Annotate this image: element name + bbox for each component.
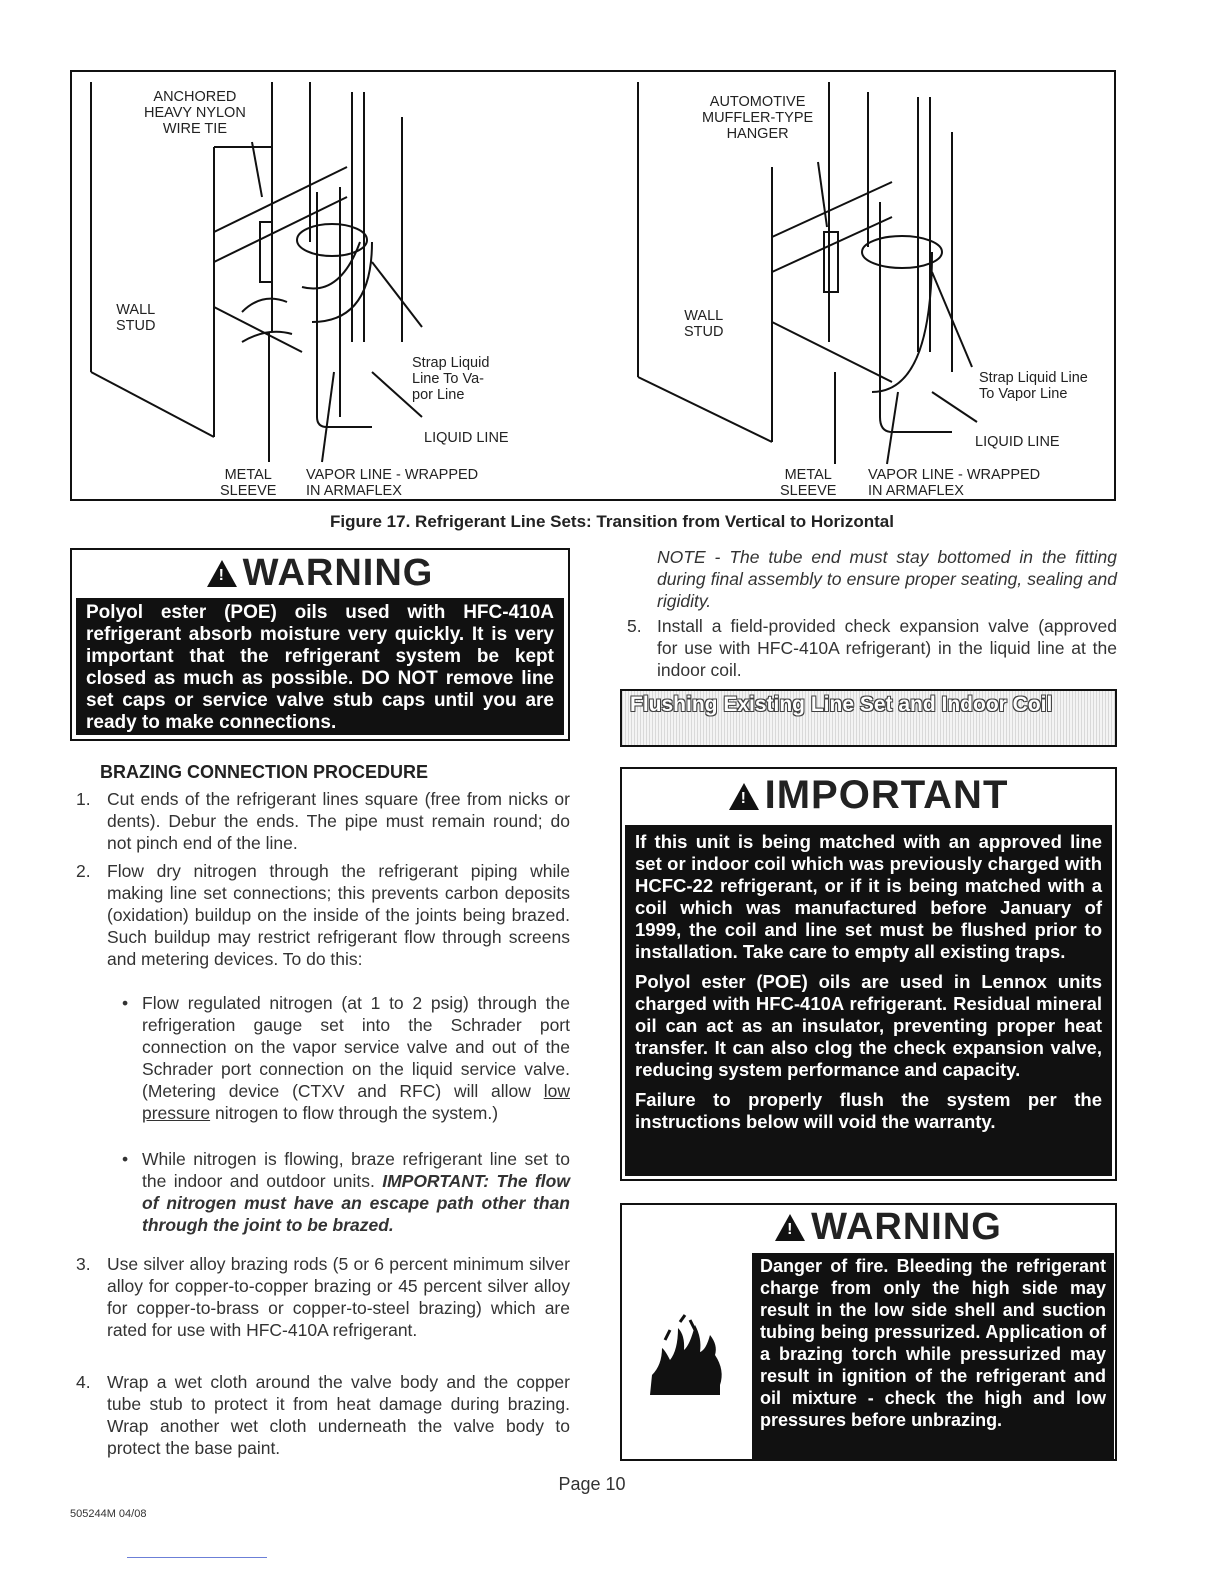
label-muffler-hanger: AUTOMOTIVE MUFFLER-TYPE HANGER: [702, 94, 814, 142]
important-text: [625, 825, 1112, 1176]
warning-triangle-icon: [207, 560, 237, 587]
step-number: 2.: [76, 861, 91, 881]
fire-icon: [640, 1310, 730, 1405]
important-paragraph: Failure to properly flush the system per the instructions below will void the warranty.: [635, 1089, 1102, 1132]
step-number: 4.: [76, 1372, 91, 1392]
label-liquid-line-right: LIQUID LINE: [975, 434, 1060, 450]
step-text: Wrap a wet cloth around the valve body and the copper tube stub to protect it from heat damage during brazing. Wrap another wet cloth underneath the valve body to protect the base paint.: [107, 1372, 570, 1458]
label-liquid-line-left: LIQUID LINE: [424, 430, 509, 446]
step-3: [76, 1253, 570, 1341]
warning-title: !WARNING: [72, 550, 568, 598]
warning-fire-text: Danger of fire. Bleeding the refrigerant charge from only the high side may result in the low side shell and suction tubing being pressurized. Application of a brazing torch while pressurized may result in ignition of the refrigerant and oil mixture - check the high and low pressures before unbrazing.: [752, 1253, 1114, 1459]
note-tube-end: NOTE - The tube end must stay bottomed in the fitting during final assembly to ensure proper seating, sealing and rigidity.: [657, 547, 1117, 611]
important-paragraph: Polyol ester (POE) oils are used in Lennox units charged with HFC-410A refrigerant. Residual mineral oil can act as an insulator, preventing proper heat transfer. It can also clog the check expansion valve, reducing system performance and capacity.: [635, 971, 1102, 1080]
warning-title: !WARNING: [622, 1205, 1115, 1253]
warning-triangle-icon: [775, 1214, 805, 1241]
step-1: [76, 788, 570, 853]
important-box: [620, 767, 1117, 1181]
label-strap-right: Strap Liquid Line To Vapor Line: [979, 370, 1088, 402]
bullet-dot: •: [122, 1149, 129, 1169]
label-anchored-wire-tie: ANCHORED HEAVY NYLON WIRE TIE: [144, 89, 246, 137]
important-title: !IMPORTANT: [622, 769, 1115, 825]
label-vapor-line-left: VAPOR LINE - WRAPPED IN ARMAFLEX: [306, 467, 479, 499]
brazing-heading: BRAZING CONNECTION PROCEDURE: [100, 762, 429, 782]
label-wall-stud-left: WALL STUD: [116, 302, 156, 334]
page-number: Page 10: [558, 1474, 626, 1494]
label-vapor-line-right: VAPOR LINE - WRAPPED IN ARMAFLEX: [868, 467, 1041, 499]
step-text: Flow dry nitrogen through the refrigerant piping while making line set connections; this prevents carbon deposits (oxidation) buildup on the inside of the joints being brazed. Such buildup may restrict refrigerant flow through screens and metering devices. To do this:: [107, 861, 570, 969]
important-paragraph: If this unit is being matched with an approved line set or indoor coil which was previously charged with HCFC-22 refrigerant, or if it is being matched with a coil which was manufactured before January of 1999, the coil and line set must be flushed prior to installation. Take care to empty all existing traps.: [635, 831, 1102, 962]
figure-17: [70, 70, 1116, 501]
bullet-dot: •: [122, 993, 129, 1013]
doc-code: 505244M 04/08: [70, 1508, 147, 1520]
warning-box-fire: [620, 1203, 1117, 1461]
step-text: Cut ends of the refrigerant lines square (free from nicks or dents). Debur the ends. The pipe must remain round; do not pinch end of the line.: [107, 789, 570, 853]
step-number: 5.: [627, 616, 642, 636]
footer-rule: [127, 1557, 267, 1558]
step-text: Install a field-provided check expansion valve (approved for use with HFC-410A refrigerant) in the liquid line at the indoor coil.: [657, 616, 1117, 680]
step-text: Use silver alloy brazing rods (5 or 6 percent minimum silver alloy for copper-to-copper brazing or 45 percent silver alloy for copper-to-brass or copper-to-steel brazing) which are rated for use with HFC-410A refrigerant.: [107, 1254, 570, 1340]
bullet-2: • While nitrogen is flowing, braze refrigerant line set to the indoor and outdoor units. IMPORTANT: The flow of nitrogen must have an escape path other than through the joint to be brazed.: [122, 1149, 570, 1235]
step-number: 3.: [76, 1254, 91, 1274]
warning-triangle-icon: [729, 783, 759, 810]
step-2: [76, 860, 570, 970]
label-wall-stud-right: WALL STUD: [684, 308, 724, 340]
step-number: 1.: [76, 789, 91, 809]
left-illustration: [91, 82, 422, 462]
section-title-flushing: Flushing Existing Line Set and Indoor Coil: [620, 689, 1117, 747]
label-metal-sleeve-left: METAL SLEEVE: [220, 467, 277, 499]
bullet-1: • Flow regulated nitrogen (at 1 to 2 psig) through the refrigeration gauge set into the Schrader port connection on the vapor service valve and out of the Schrader port connection on the liquid service valve. (Metering device (CTXV and RFC) will allow low pressure nitrogen to flow through the system.): [122, 993, 570, 1123]
figure-caption: Figure 17. Refrigerant Line Sets: Transition from Vertical to Horizontal: [330, 512, 894, 531]
warning-box-poe: [70, 548, 570, 741]
warning-text: Polyol ester (POE) oils used with HFC-410A refrigerant absorb moisture very quickly. It is very important that the refrigerant system be kept closed as much as possible. DO NOT remove line set caps or service valve stub caps until you are ready to make connections.: [76, 598, 564, 735]
step-4: [76, 1371, 570, 1459]
step-5: [627, 615, 1117, 681]
label-strap-left: Strap Liquid Line To Va- por Line: [412, 355, 490, 403]
label-metal-sleeve-right: METAL SLEEVE: [780, 467, 837, 499]
